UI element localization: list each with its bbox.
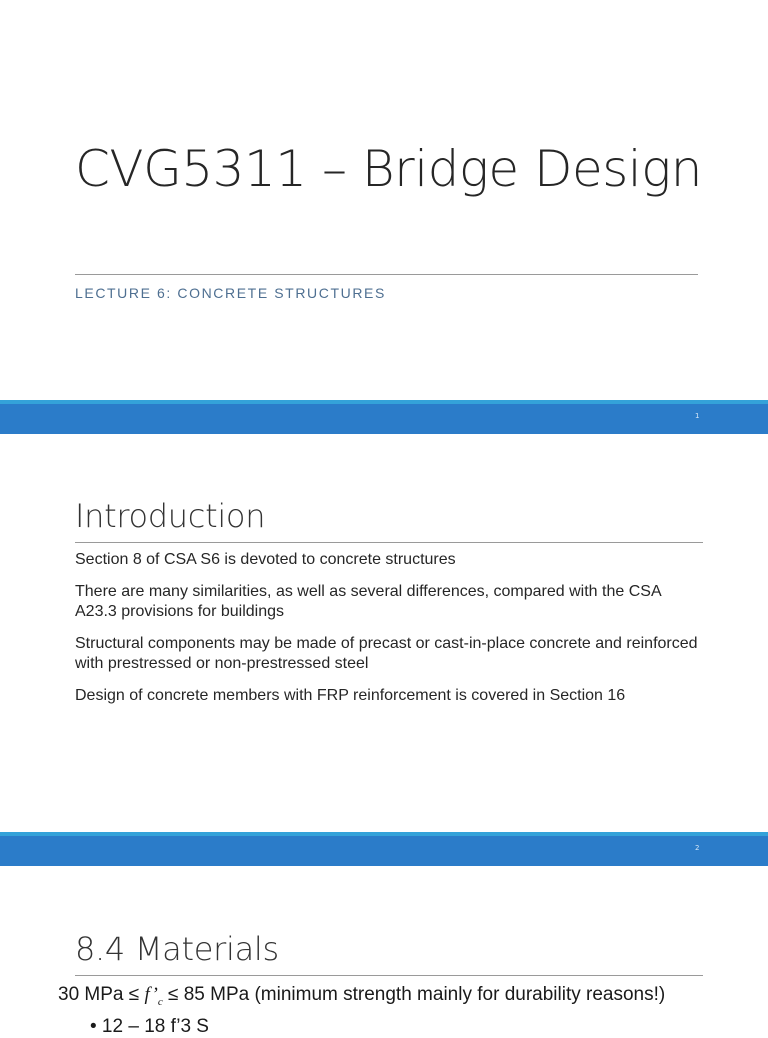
slide-2-footer-band [0, 832, 768, 866]
band-accent-strip [0, 400, 768, 404]
slide-3-title: 8.4 Materials [75, 930, 279, 968]
list-item: Design of concrete members with FRP reinforcement is covered in Section 16 [75, 687, 626, 704]
slide-number: 2 [695, 844, 700, 852]
slide-2-title: Introduction [75, 497, 266, 535]
slide-3-divider [75, 975, 703, 976]
list-item: Section 8 of CSA S6 is devoted to concrete structures [75, 551, 456, 568]
slide-number: 1 [695, 412, 700, 420]
cut-off-line: • 12 – 18 f’3 S [90, 1016, 209, 1037]
strength-prefix: 30 MPa ≤ [58, 984, 145, 1005]
slide-1 [0, 0, 768, 400]
concrete-strength-range [58, 984, 665, 1008]
strength-suffix: ≤ 85 MPa (minimum strength mainly for durability reasons!) [162, 984, 666, 1005]
fc-symbol: $f’_c$ [144, 984, 163, 1008]
slide-1-title: CVG5311 – Bridge Design [75, 140, 702, 198]
title-divider [75, 274, 698, 275]
slide-1-subtitle: LECTURE 6: CONCRETE STRUCTURES [75, 285, 386, 301]
band-accent-strip [0, 832, 768, 836]
list-item: There are many similarities, as well as several differences, compared with the CSA A23.3 provisions for buildings [75, 583, 661, 620]
slide-2-divider [75, 542, 703, 543]
slide-1-footer-band [0, 400, 768, 434]
slide-2-bullet-list [75, 550, 705, 718]
list-item: Structural components may be made of precast or cast-in-place concrete and reinforced with prestressed or non-prestressed steel [75, 635, 698, 672]
